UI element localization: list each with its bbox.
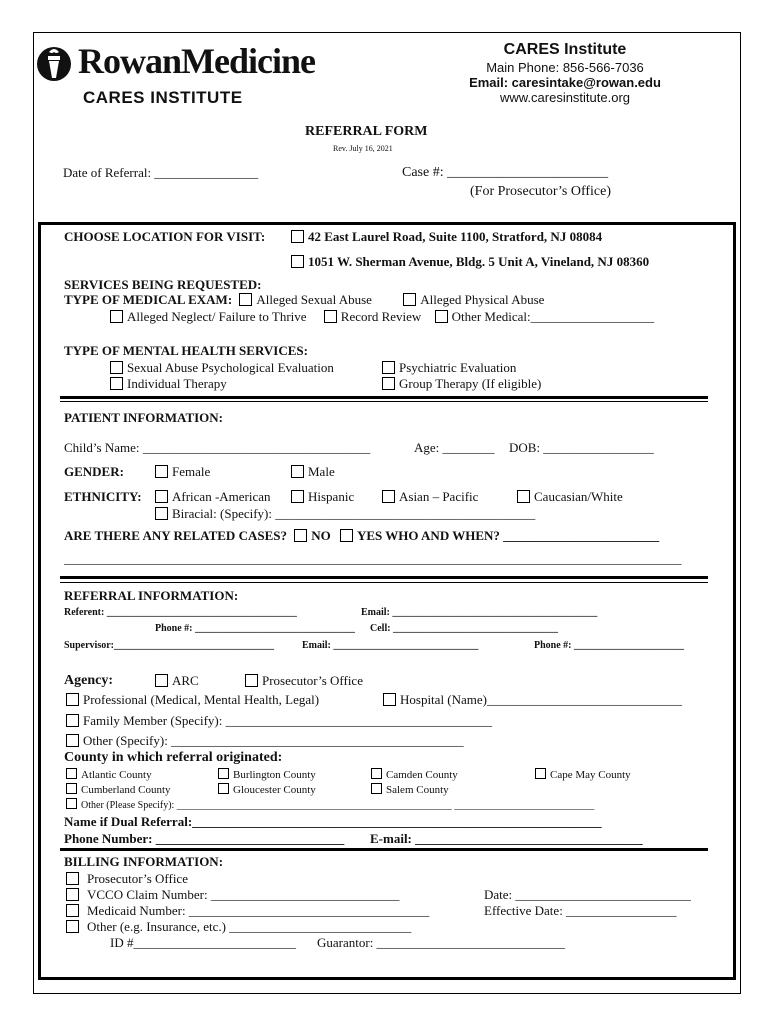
checkbox[interactable] [291, 465, 304, 478]
checkbox[interactable] [66, 888, 79, 901]
asian-option[interactable] [382, 489, 478, 505]
billing-heading: BILLING INFORMATION: [64, 854, 224, 869]
hispanic-option[interactable] [291, 489, 354, 505]
county-gloucester[interactable] [218, 783, 316, 796]
hospital-option[interactable] [383, 692, 682, 708]
checkbox[interactable] [435, 310, 448, 323]
option-label: Alleged Physical Abuse [420, 292, 545, 307]
org-title: CARES Institute [503, 41, 627, 58]
option-label: NO [311, 528, 331, 543]
checkbox[interactable] [155, 674, 168, 687]
arc-option[interactable] [155, 673, 199, 689]
revision: Rev. July 16, 2021 [333, 144, 393, 153]
supervisor-field[interactable]: Supervisor:________________________________ [64, 640, 274, 651]
billing-other-option[interactable] [66, 919, 411, 935]
phone-number-field[interactable]: Phone Number: _____________________________ [64, 831, 345, 846]
sexual-abuse-option[interactable] [239, 292, 372, 307]
checkbox[interactable] [66, 783, 77, 794]
agency-label: Agency: [64, 673, 113, 688]
option-label: 42 East Laurel Road, Suite 1100, Stratford, NJ 08084 [308, 229, 603, 244]
checkbox[interactable] [239, 293, 252, 306]
option-label: Male [308, 464, 335, 479]
option-label: Other Medical:___________________ [451, 309, 655, 324]
age-field[interactable]: Age: ________ [414, 440, 495, 455]
divider [60, 396, 708, 399]
male-option[interactable] [291, 464, 335, 480]
county-cape-may[interactable] [535, 768, 631, 781]
checkbox[interactable] [382, 377, 395, 390]
option-label: Medicaid Number: _____________________________________ [87, 903, 430, 918]
option-label: Prosecutor’s Office [87, 871, 188, 886]
checkbox[interactable] [66, 904, 79, 917]
torch-icon [36, 44, 72, 84]
checkbox[interactable] [371, 783, 382, 794]
patient-heading: PATIENT INFORMATION: [64, 410, 224, 425]
county-burlington[interactable] [218, 768, 316, 781]
medical-exam-row-2 [110, 309, 654, 325]
brand-sub: CARES INSTITUTE [83, 88, 243, 107]
contact-email: Email: caresintake@rowan.edu [469, 75, 661, 90]
checkbox[interactable] [110, 361, 123, 374]
checkbox[interactable] [324, 310, 337, 323]
checkbox[interactable] [383, 693, 396, 706]
referral-heading: REFERRAL INFORMATION: [64, 588, 239, 603]
checkbox[interactable] [382, 490, 395, 503]
checkbox[interactable] [66, 734, 79, 747]
other-agency-option[interactable] [66, 733, 464, 749]
caucasian-option[interactable] [517, 489, 623, 505]
prosecutor-option[interactable] [245, 673, 363, 689]
option-label: Asian – Pacific [399, 489, 479, 504]
checkbox[interactable] [371, 768, 382, 779]
no-option[interactable] [294, 528, 331, 543]
option-label: Cape May County [550, 769, 631, 781]
option-label: Cumberland County [81, 784, 171, 796]
billing-effective-date-field[interactable]: Effective Date: _________________ [484, 903, 677, 918]
billing-prosecutor-option[interactable] [66, 871, 188, 887]
option-label: Alleged Sexual Abuse [256, 292, 372, 307]
psychiatric-option[interactable] [382, 360, 516, 376]
option-label: Hospital (Name)______________________________ [400, 692, 683, 707]
services-heading: SERVICES BEING REQUESTED: [64, 277, 262, 292]
option-label: YES WHO AND WHEN? ________________________ [356, 528, 660, 543]
option-label: ARC [172, 673, 199, 688]
referent-phone-field[interactable]: Phone #: ________________________________ [155, 623, 355, 634]
supervisor-phone-field[interactable]: Phone #: ______________________ [534, 640, 684, 651]
option-label: Record Review [340, 309, 422, 324]
option-label: Salem County [386, 784, 449, 796]
checkbox[interactable] [245, 674, 258, 687]
dual-email-field[interactable]: E-mail: ___________________________________ [370, 831, 643, 846]
option-label: Alleged Neglect/ Failure to Thrive [127, 309, 307, 324]
referent-cell-field[interactable]: Cell: _________________________________ [370, 623, 559, 634]
professional-option[interactable] [66, 692, 319, 708]
checkbox[interactable] [155, 465, 168, 478]
billing-date-field[interactable]: Date: ___________________________ [484, 887, 691, 902]
case-note: (For Prosecutor’s Office) [470, 184, 612, 199]
referent-email-field[interactable]: Email: _________________________________________ [361, 607, 598, 618]
option-label: Group Therapy (If eligible) [399, 376, 542, 391]
checkbox[interactable] [66, 693, 79, 706]
divider [60, 582, 708, 583]
other-medical-option[interactable] [435, 309, 655, 324]
checkbox[interactable] [66, 798, 77, 809]
checkbox[interactable] [110, 310, 123, 323]
checkbox[interactable] [66, 714, 79, 727]
location-option-vineland[interactable] [291, 254, 649, 270]
option-label: Other (Please Specify): _______________________________________________________ ____________________________ [81, 800, 595, 811]
option-label: Biracial: (Specify): ________________________________________ [172, 506, 536, 521]
county-label: County in which referral originated: [64, 750, 283, 765]
medical-exam-label: TYPE OF MEDICAL EXAM: [64, 292, 233, 307]
checkbox[interactable] [535, 768, 546, 779]
yes-option[interactable] [340, 528, 659, 543]
billing-vcco-option[interactable] [66, 887, 399, 903]
supervisor-email-field[interactable]: Email: _____________________________ [302, 640, 479, 651]
option-label: Other (e.g. Insurance, etc.) ____________________________ [87, 919, 412, 934]
individual-option[interactable] [110, 376, 227, 392]
checkbox[interactable] [291, 230, 304, 243]
checkbox[interactable] [110, 377, 123, 390]
checkbox[interactable] [294, 529, 307, 542]
option-label: Individual Therapy [127, 376, 227, 391]
physical-abuse-option[interactable] [403, 292, 544, 307]
option-label: Burlington County [233, 769, 316, 781]
billing-guarantor-field[interactable]: Guarantor: _____________________________ [317, 935, 566, 950]
county-other[interactable] [66, 798, 594, 811]
county-cumberland[interactable] [66, 783, 171, 796]
checkbox[interactable] [66, 920, 79, 933]
checkbox[interactable] [291, 255, 304, 268]
neglect-option[interactable] [110, 309, 307, 324]
location-label: CHOOSE LOCATION FOR VISIT: [64, 229, 266, 244]
option-label: Atlantic County [81, 769, 152, 781]
checkbox[interactable] [340, 529, 353, 542]
checkbox[interactable] [291, 490, 304, 503]
option-label: Gloucester County [233, 784, 316, 796]
child-name-field[interactable]: Child’s Name: ___________________________________ [64, 440, 371, 455]
option-label: Hispanic [308, 489, 355, 504]
checkbox[interactable] [66, 872, 79, 885]
checkbox[interactable] [218, 768, 229, 779]
option-label: VCCO Claim Number: _____________________________ [87, 887, 400, 902]
checkbox[interactable] [155, 490, 168, 503]
record-review-option[interactable] [324, 309, 422, 324]
county-atlantic[interactable] [66, 768, 152, 781]
location-option-stratford[interactable] [291, 229, 602, 245]
divider [60, 848, 708, 851]
psych-eval-sa-option[interactable] [110, 360, 334, 376]
female-option[interactable] [155, 464, 210, 480]
brand-name: RowanMedicine [78, 41, 315, 81]
family-member-option[interactable] [66, 713, 492, 729]
option-label: Professional (Medical, Mental Health, Legal) [83, 692, 320, 707]
ethnicity-label: ETHNICITY: [64, 489, 142, 504]
divider [60, 576, 708, 579]
option-label: Camden County [386, 769, 458, 781]
checkbox[interactable] [66, 768, 77, 779]
contact-block [440, 41, 690, 105]
checkbox[interactable] [218, 783, 229, 794]
date-of-referral[interactable]: Date of Referral: ________________ [63, 165, 259, 180]
billing-medicaid-option[interactable] [66, 903, 429, 919]
website: www.caresinstitute.org [499, 90, 631, 105]
biracial-option[interactable] [155, 506, 535, 522]
divider [60, 401, 708, 402]
african-option[interactable] [155, 489, 271, 505]
option-label: 1051 W. Sherman Avenue, Bldg. 5 Unit A, Vineland, NJ 08360 [308, 254, 650, 269]
dual-referral-field[interactable]: Name if Dual Referral:_______________________________________________________________ [64, 814, 602, 829]
county-salem[interactable] [371, 783, 449, 796]
option-label: Family Member (Specify): _________________________________________ [83, 713, 493, 728]
option-label: Sexual Abuse Psychological Evaluation [127, 360, 334, 375]
mental-health-label: TYPE OF MENTAL HEALTH SERVICES: [64, 343, 308, 358]
checkbox[interactable] [155, 507, 168, 520]
option-label: African -American [172, 489, 271, 504]
county-camden[interactable] [371, 768, 458, 781]
option-label: Psychiatric Evaluation [399, 360, 517, 375]
checkbox[interactable] [517, 490, 530, 503]
option-label: Other (Specify): _____________________________________________ [83, 733, 464, 748]
gender-label: GENDER: [64, 464, 124, 479]
related-cases-extra-line[interactable]: _______________________________________________________________________________________________ [64, 551, 682, 566]
form-title: REFERRAL FORM [305, 124, 428, 139]
checkbox[interactable] [382, 361, 395, 374]
option-label: Caucasian/White [534, 489, 623, 504]
related-cases-row [64, 528, 659, 544]
billing-id-field[interactable]: ID #_________________________ [110, 935, 296, 950]
medical-exam-row [64, 292, 544, 308]
checkbox[interactable] [403, 293, 416, 306]
option-label: Female [172, 464, 211, 479]
referent-field[interactable]: Referent: ______________________________________ [64, 607, 297, 618]
related-cases-label: ARE THERE ANY RELATED CASES? [64, 528, 287, 543]
dob-field[interactable]: DOB: _________________ [509, 440, 654, 455]
case-number[interactable]: Case #: _______________________ [402, 165, 609, 180]
main-phone: Main Phone: 856-566-7036 [486, 60, 644, 75]
group-option[interactable] [382, 376, 541, 392]
option-label: Prosecutor’s Office [262, 673, 363, 688]
